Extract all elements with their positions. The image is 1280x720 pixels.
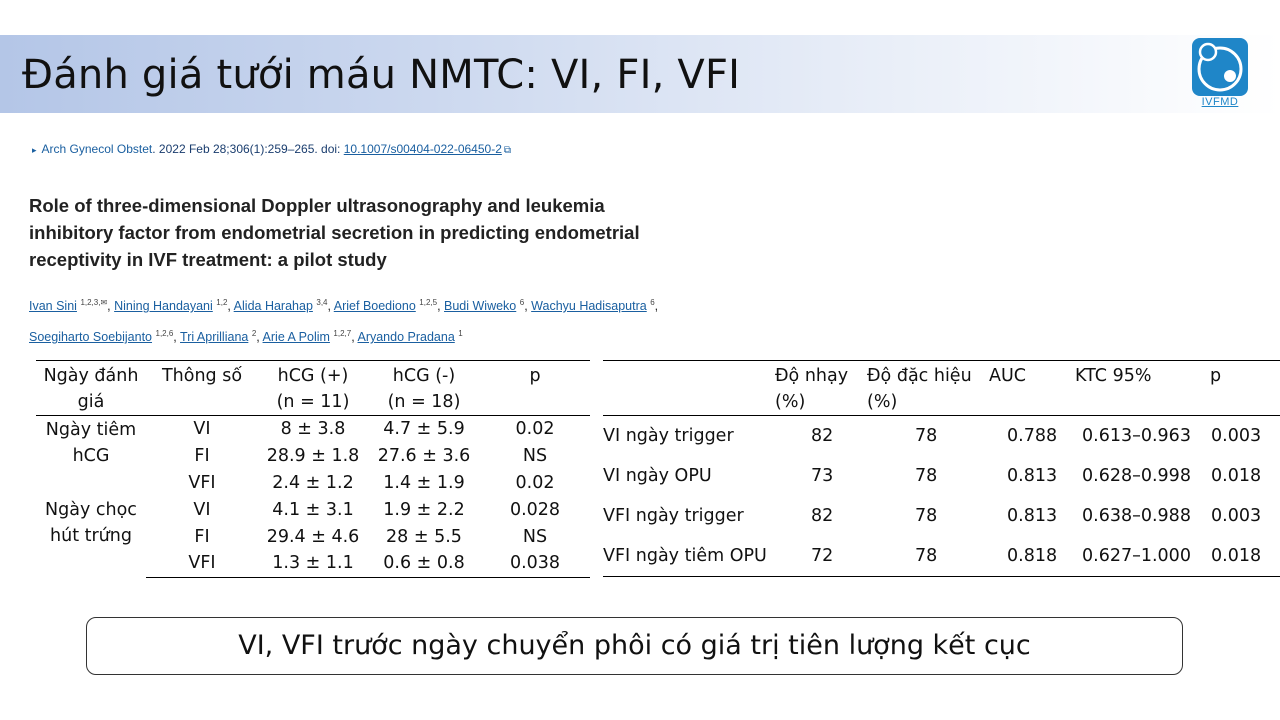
col-header-sensitivity: Độ nhạy (%) — [775, 366, 849, 412]
author-link[interactable]: Budi Wiweko — [444, 299, 517, 314]
cell: 0.813 — [1007, 506, 1058, 526]
author-list: Ivan Sini $^{1,2,3,✉}$, Nining Handayani $^{1,2}$, Alida Harahap $^{3,4}$, Arief Boediono $^{1,2,5}$, Budi Wiweko $^6$, Wachyu Hadisaputra $^6$, Soegiharto Soebijanto $^{1,2,6}$, Tri Aprilliana $^2$, Arie A Polim $^{1,2,7}$, Aryando Pradana $^1$ — [29, 298, 659, 345]
cell: 8 ± 3.8 — [280, 419, 346, 440]
cell: NS — [522, 526, 548, 547]
col-header-hcg-neg: hCG (-) (n = 18) — [387, 366, 461, 412]
cell: FI — [194, 446, 210, 467]
cell: 72 — [775, 536, 867, 577]
cell: 0.018 — [1200, 536, 1280, 577]
triangle-icon: ▸ — [32, 145, 37, 155]
cell: VFI — [146, 550, 258, 577]
author-affiliation: 1,2 — [216, 298, 228, 307]
table-row — [603, 456, 1280, 496]
col-header-auc: AUC — [989, 366, 1026, 386]
group-label-opu-day: Ngày chọc hút trứng — [45, 500, 137, 547]
author-affiliation: 6 — [650, 298, 655, 307]
cell: 73 — [811, 466, 834, 486]
cell: 1.9 ± 2.2 — [383, 499, 465, 520]
row-label: VI ngày OPU — [603, 466, 712, 486]
row-label: VI ngày trigger — [603, 426, 734, 446]
logo-text: IVFMD — [1201, 96, 1239, 108]
table-row — [603, 536, 1280, 577]
cell: 0.028 — [509, 499, 561, 520]
col-header-hcg-pos: hCG (+) (n = 11) — [276, 366, 350, 412]
cell: 0.818 — [989, 536, 1075, 577]
cell: 4.7 ± 5.9 — [383, 419, 465, 440]
cell: 0.003 — [1211, 506, 1262, 526]
cell: 0.613–0.963 — [1082, 426, 1191, 446]
cell: 0.02 — [515, 472, 555, 493]
author-affiliation: 3,4 — [316, 298, 328, 307]
table-row — [36, 416, 590, 443]
slide-title: Đánh giá tưới máu NMTC: VI, FI, VFI — [22, 52, 741, 98]
cell: 0.813 — [1007, 466, 1058, 486]
author-affiliation: 1,2,5 — [419, 298, 438, 307]
cell: NS — [522, 446, 548, 467]
cell: VFI — [188, 472, 216, 493]
author-affiliation: 2 — [251, 329, 257, 339]
author-link[interactable]: Arie A Polim — [262, 330, 330, 345]
logo-mark — [1192, 38, 1248, 96]
col-header-p: p — [529, 366, 541, 386]
author-link[interactable]: Aryando Pradana — [357, 330, 455, 345]
cell: VI — [193, 419, 211, 440]
cell: 78 — [867, 536, 989, 577]
cell: 0.6 ± 0.8 — [368, 550, 480, 577]
col-header-p: p — [1210, 366, 1222, 386]
cell: 0.638–0.988 — [1082, 506, 1191, 526]
cell: 28.9 ± 1.8 — [266, 446, 360, 467]
table-row — [603, 496, 1280, 536]
cell: 0.627–1.000 — [1075, 536, 1200, 577]
cell: 0.628–0.998 — [1082, 466, 1191, 486]
cell: 78 — [915, 506, 938, 526]
row-label: VFI ngày trigger — [603, 506, 744, 526]
cell: 27.6 ± 3.6 — [377, 446, 471, 467]
roc-table — [603, 360, 1280, 577]
cell: 0.018 — [1211, 466, 1262, 486]
author-link[interactable]: Wachyu Hadisaputra — [531, 299, 647, 314]
cell: 2.4 ± 1.2 — [272, 472, 354, 493]
table-row — [603, 416, 1280, 457]
cell: FI — [194, 526, 210, 547]
col-header-day: Ngày đánh giá — [43, 366, 139, 412]
citation-line — [32, 142, 511, 156]
author-link[interactable]: Soegiharto Soebijanto — [29, 330, 153, 345]
author-link[interactable]: Ivan Sini — [29, 299, 77, 314]
cell: 0.788 — [1007, 426, 1058, 446]
table-header-row — [603, 361, 1280, 416]
cell: 1.3 ± 1.1 — [258, 550, 368, 577]
author-affiliation: 1 — [458, 329, 463, 339]
cell: 78 — [915, 466, 938, 486]
author-affiliation: 1,2,6 — [155, 329, 174, 339]
cell: 28 ± 5.5 — [386, 526, 462, 547]
logo-circle-icon — [1192, 38, 1248, 96]
cell: 82 — [811, 506, 834, 526]
external-link-icon[interactable]: ⧉ — [503, 145, 512, 156]
table-row — [36, 496, 590, 523]
citation-details: . 2022 Feb 28;306(1):259–265. doi: — [152, 142, 344, 156]
author-affiliation: 6 — [519, 298, 525, 307]
doi-link[interactable]: 10.1007/s00404-022-06450-2 — [343, 142, 502, 156]
col-header-ci: KTC 95% — [1075, 366, 1152, 386]
paper-title: Role of three-dimensional Doppler ultrasonography and leukemia inhibitory factor from endometrial secretion in predicting endometrial receptivity in IVF treatment: a pilot study — [29, 195, 640, 270]
cell: VI — [193, 499, 211, 520]
col-header-specificity: Độ đặc hiệu (%) — [867, 366, 972, 412]
conclusion-box: VI, VFI trước ngày chuyển phôi có giá trị tiên lượng kết cục — [86, 617, 1183, 675]
cell: 82 — [811, 426, 834, 446]
author-link[interactable]: Arief Boediono — [333, 299, 416, 314]
cell: 78 — [915, 426, 938, 446]
cell: 0.038 — [480, 550, 590, 577]
cell: 0.003 — [1211, 426, 1262, 446]
author-link[interactable]: Nining Handayani — [114, 299, 213, 314]
author-link[interactable]: Tri Aprilliana — [180, 330, 249, 345]
cell: 0.02 — [515, 419, 555, 440]
cell: 1.4 ± 1.9 — [383, 472, 465, 493]
group-label-hcg-day: Ngày tiêm hCG — [45, 420, 137, 466]
col-header-label — [603, 361, 775, 416]
ivfmd-logo — [1191, 38, 1249, 112]
cell: 29.4 ± 4.6 — [266, 526, 360, 547]
cell: 4.1 ± 3.1 — [272, 499, 354, 520]
author-link[interactable]: Alida Harahap — [233, 299, 313, 314]
author-affiliation: 1,2,7 — [333, 329, 352, 339]
table-header-row — [36, 361, 590, 416]
row-label: VFI ngày tiêm OPU — [603, 536, 775, 577]
author-affiliation: 1,2,3,✉ — [80, 298, 108, 307]
journal-link[interactable]: Arch Gynecol Obstet — [41, 142, 153, 156]
perfusion-table — [36, 360, 590, 578]
col-header-param: Thông số — [161, 366, 243, 386]
